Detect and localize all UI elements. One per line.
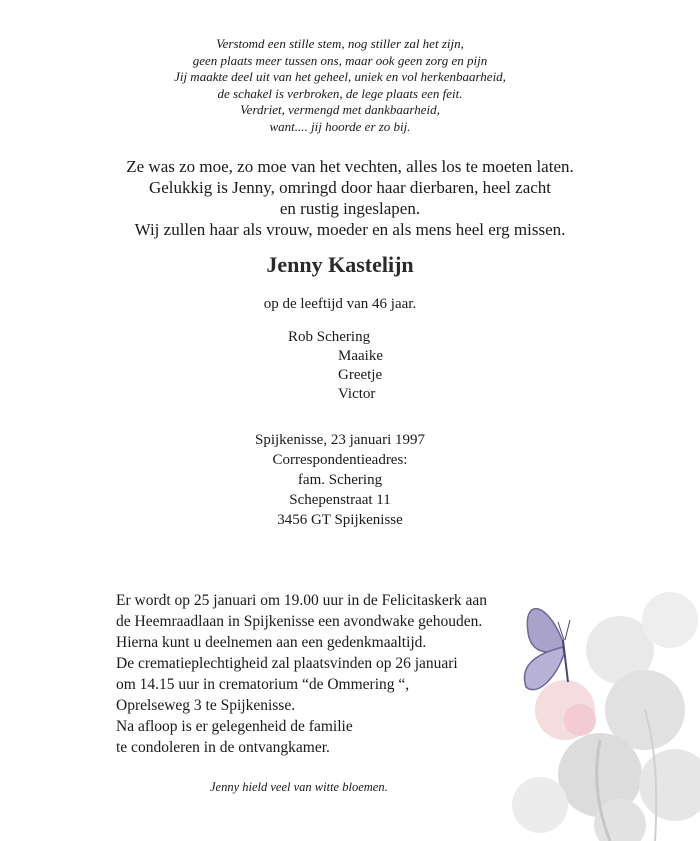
butterfly-graphic xyxy=(524,609,570,690)
intro-line: Ze was zo moe, zo moe van het vechten, alles los te moeten laten. xyxy=(126,157,574,176)
poem xyxy=(0,36,680,135)
poem-line: geen plaats meer tussen ons, maar ook geen zorg en pijn xyxy=(192,52,488,68)
intro-text xyxy=(0,156,700,240)
family-member: Greetje xyxy=(338,367,383,383)
address-line: fam. Schering xyxy=(297,472,383,488)
flower-butterfly-illustration xyxy=(470,560,700,841)
age-line: op de leeftijd van 46 jaar. xyxy=(263,296,417,312)
intro-line: en rustig ingeslapen. xyxy=(279,199,421,218)
poem-line: Verdriet, vermengd met dankbaarheid, xyxy=(240,102,440,117)
notice-line: De crematieplechtigheid zal plaatsvinden op 26 januari xyxy=(116,655,458,672)
address-line: Correspondentieadres: xyxy=(272,452,408,468)
poem-line: Jij maakte deel uit van het geheel, uniek en vol herkenbaarheid, xyxy=(174,69,506,84)
correspondence-address xyxy=(0,430,680,530)
notice-line: Oprelseweg 3 te Spijkenisse. xyxy=(116,697,296,714)
family-member: Maaike xyxy=(338,348,383,364)
notice-line: om 14.15 uur in crematorium “de Ommering “, xyxy=(116,676,410,693)
notice-line: Er wordt op 25 januari om 19.00 uur in de Felicitaskerk aan xyxy=(116,592,488,609)
notice-line: Na afloop is er gelegenheid de familie xyxy=(116,718,353,735)
poem-line: want.... jij hoorde er zo bij. xyxy=(269,118,411,134)
notice-line: Hierna kunt u deelnemen aan een gedenkmaaltijd. xyxy=(116,634,427,651)
notice-line: de Heemraadlaan in Spijkenisse een avondwake gehouden. xyxy=(116,613,483,630)
address-line: Spijkenisse, 23 januari 1997 xyxy=(255,432,425,448)
poem-line: Verstomd een stille stem, nog stiller zal het zijn, xyxy=(216,36,464,51)
intro-line: Gelukkig is Jenny, omringd door haar dierbaren, heel zacht xyxy=(148,178,552,197)
family-member: Rob Schering xyxy=(288,329,371,345)
family-member: Victor xyxy=(338,386,376,402)
address-line: Schepenstraat 11 xyxy=(289,492,391,508)
poem-line: de schakel is verbroken, de lege plaats een feit. xyxy=(217,85,463,101)
ceremony-notice xyxy=(116,590,487,758)
family-list xyxy=(288,328,383,404)
deceased-name: Jenny Kastelijn xyxy=(266,252,414,277)
address-line: 3456 GT Spijkenisse xyxy=(277,512,403,528)
intro-line: Wij zullen haar als vrouw, moeder en als mens heel erg missen. xyxy=(134,220,566,239)
notice-line: te condoleren in de ontvangkamer. xyxy=(116,739,330,756)
footer-note: Jenny hield veel van witte bloemen. xyxy=(210,780,388,794)
